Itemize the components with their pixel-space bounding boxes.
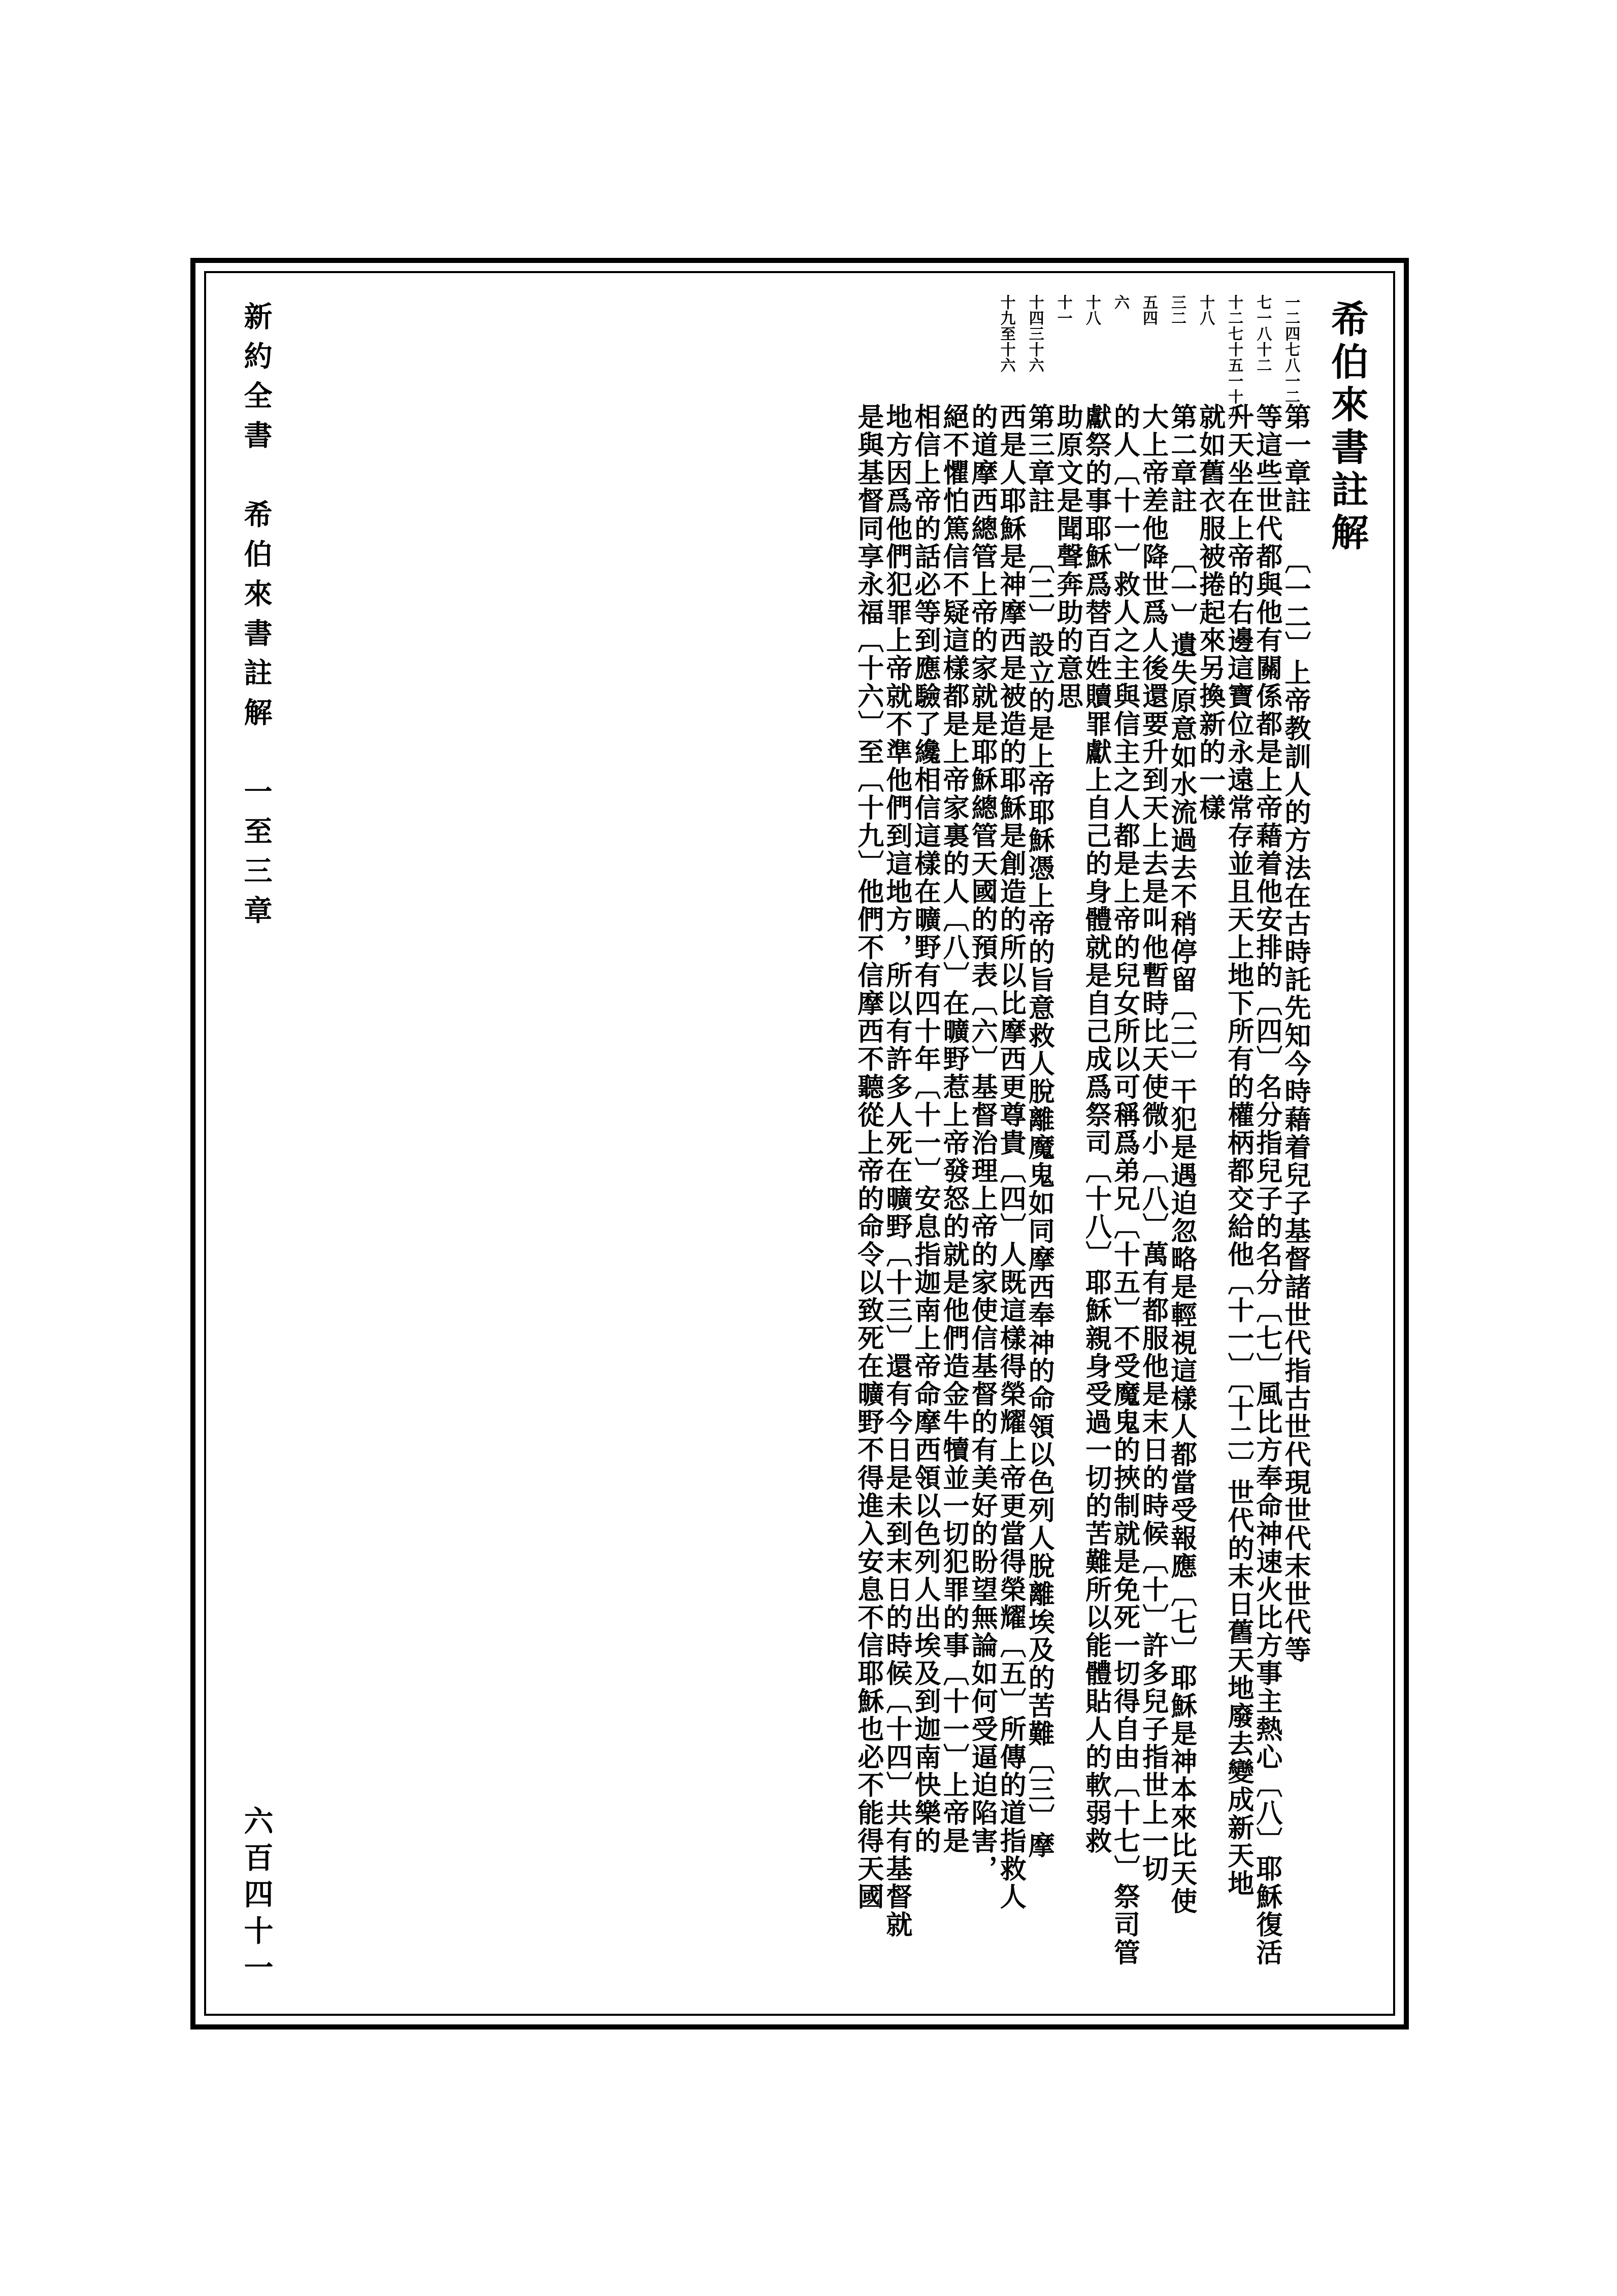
text-column <box>1196 294 1224 1985</box>
text-column <box>854 294 882 1985</box>
text-column <box>1053 294 1081 1985</box>
verse-number-strip: 十八 <box>1197 294 1215 326</box>
text-column <box>1168 294 1195 1985</box>
column-text: 獻祭的事耶穌爲替百姓贖罪獻上自己的身體就是自己成爲祭司〔十八〕耶穌親身受過一切的苦難所以能體貼人的軟弱救 <box>1080 403 1112 1855</box>
verse-number-strip: 七一八十二 <box>1253 294 1272 373</box>
verse-number-strip: 三二 <box>1168 294 1186 326</box>
verse-number-strip <box>883 294 885 401</box>
column-text: 助原文是聞聲奔助的意思 <box>1052 403 1083 710</box>
title-column <box>1309 286 1385 2004</box>
column-text: 等這些世代都與他有關係都是上帝藉着他安排的〔四〕名分指兒子的名分〔七〕風比方奉命神速火比方事主熱心〔八〕耶穌復活 <box>1251 403 1282 1967</box>
page-body <box>206 273 1393 2014</box>
verse-number-strip: 一二四七八一二 <box>1282 294 1300 405</box>
column-text: 升天坐在上帝的右邊這寶位永遠常存並且天上地下所有的權柄都交給他〔十一〕〔十二〕世代的末日舊天地廢去變成新天地 <box>1223 403 1254 1898</box>
text-column <box>1024 294 1055 1985</box>
text-column <box>995 294 1027 1985</box>
column-text: 絕不懼怕篤信不疑這樣都是上帝家裏的人〔八〕在曠野惹上帝發怒的就是他們造金牛犢並一切犯罪的事〔十一〕上帝是 <box>938 403 970 1855</box>
text-column <box>1139 294 1167 1985</box>
column-text: 大上帝差他降世爲人後還要升到天上去是叫他暫時比天使微小〔八〕萬有都服他是末日的時候〔十〕許多兒子指世上一切 <box>1137 403 1169 1883</box>
column-text: 第三章註 〔二〕設立的是上帝耶穌憑上帝的旨意救人脫離魔鬼如同摩西奉神的命領以色列人脫離埃及的苦難〔三〕摩 <box>1024 403 1055 1859</box>
text-column <box>1080 294 1112 1985</box>
verse-number-strip <box>854 294 856 401</box>
column-text: 相信上帝的話必等到應驗了纔相信這樣在曠野有四十年〔十一〕安息指迦南上帝命摩西領以色列人出埃及到迦南快樂的 <box>909 403 941 1855</box>
column-text: 西是人耶穌是神摩西是被造的耶穌是創造的所以比摩西更尊貴〔四〕人既這樣得榮耀上帝更當得榮耀〔五〕所傳的道指救人 <box>995 403 1027 1911</box>
text-column <box>968 294 996 1985</box>
text-column <box>1253 294 1280 1985</box>
verse-number-strip: 十九至十六 <box>997 294 1015 373</box>
verse-number-strip: 十四三十六 <box>1026 294 1044 373</box>
page-number: 六百四十一 <box>239 1806 274 1988</box>
text-column <box>883 294 910 1985</box>
text-column <box>1281 294 1309 1985</box>
column-text: 的道摩西總管上帝的家就是耶穌總管天國的預表〔六〕基督治理上帝的家使信基督的有美好的盼望無論如何受逼迫陷害， <box>967 403 998 1883</box>
verse-number-strip: 六 <box>1111 294 1129 310</box>
text-columns <box>303 286 1309 2004</box>
column-text: 第二章註 〔一〕遺失原意如水流過去不稍停留〔二〕干犯是遇迫忽略是輕視這樣人都當受報應〔七〕耶穌是神本來比天使 <box>1166 403 1197 1915</box>
text-column <box>938 294 970 1985</box>
verse-number-strip: 五四 <box>1140 294 1158 326</box>
text-column <box>911 294 939 1985</box>
page-title: 希伯來書註解 <box>1325 300 1369 555</box>
verse-number-strip <box>940 294 942 401</box>
column-text: 第一章註 〔一二〕上帝教訓人的方法在古時託先知今時藉着兒子基督諸世代指古世代現世代末世代等 <box>1280 403 1311 1664</box>
verse-number-strip <box>911 294 913 401</box>
verse-number-strip: 十一 <box>1054 294 1072 326</box>
running-head: 新約全書 希伯來書註解 一至三章 <box>239 302 273 935</box>
column-text: 就如舊衣服被捲起來另換新的一樣 <box>1194 403 1226 822</box>
verse-number-strip: 十八 <box>1082 294 1101 326</box>
column-text: 是與基督同享永福〔十六〕至〔十九〕他們不信摩西不聽從上帝的命令以致死在曠野不得進入安息不信耶穌也必不能得天國 <box>852 403 884 1911</box>
column-text: 的人〔十一〕救人之主與信主之人都是上帝的兒女所以可稱爲弟兄〔十五〕不受魔鬼的挾制就是免死一切得自由〔十七〕祭司管 <box>1109 403 1140 1967</box>
text-column <box>1110 294 1138 1985</box>
text-column <box>1225 294 1252 1985</box>
running-head-column <box>214 286 298 2004</box>
verse-number-strip: 十二七十五一十八 <box>1225 294 1243 420</box>
column-text: 地方因爲他們犯罪上帝就不準他們到這地方，所以有許多人死在曠野〔十三〕還有今日是未到末日的時候〔十四〕共有基督就 <box>881 403 912 1939</box>
verse-number-strip <box>968 294 970 401</box>
